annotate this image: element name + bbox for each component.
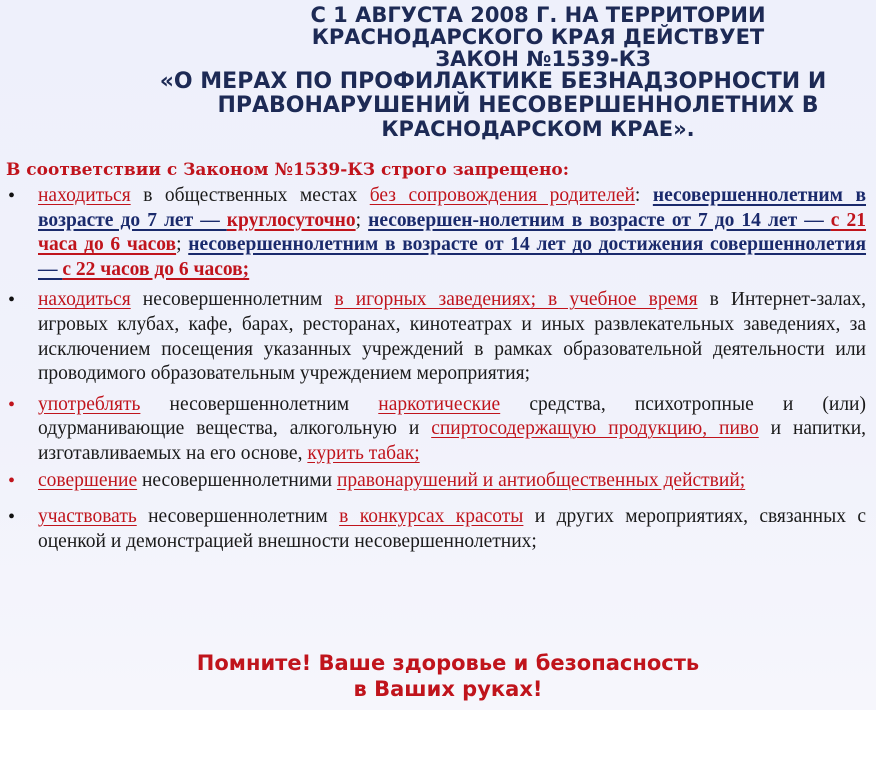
title-line-4: «О МЕРАХ ПО ПРОФИЛАКТИКЕ БЕЗНАДЗОРНОСТИ И [159,69,827,94]
title-line-2: КРАСНОДАРСКОГО КРАЯ ДЕЙСТВУЕТ [311,25,765,49]
list-item: • участвовать несовершеннолетним в конкурсах красоты и других мероприятиях, связанных с оценкой и демонстрацией внешности несовершеннолетних; [8,506,867,552]
list-item: • находиться несовершеннолетним в игорных заведениях; в учебное время в Интернет-залах, игровых клубах, кафе, барах, ресторанах, кинотеатрах и иных развлекательных заведениях, за исключением посещения указанных учреждений в рамках образовательной деятельности или проводимого образовательным учреждением мероприятия; [8,289,866,385]
title-line-6: КРАСНОДАРСКОМ КРАЕ». [381,117,695,141]
title-line-1: С 1 АВГУСТА 2008 Г. НА ТЕРРИТОРИИ [310,3,766,27]
list-item: • совершение несовершеннолетними правонарушений и антиобщественных действий; [8,469,746,492]
intro-text: В соответствии с Законом №1539-КЗ строго запрещено: [6,160,570,180]
bullet-icon: • [8,469,16,492]
title-line-3: ЗАКОН №1539-КЗ [435,47,651,71]
spacer [0,493,876,505]
law-title [0,4,876,140]
title-line-5: ПРАВОНАРУШЕНИЙ НЕСОВЕРШЕННОЛЕТНИХ В [217,93,819,118]
list-item: • употреблять несовершеннолетним наркотические средства, психотропные и (или) одурманивающие вещества, алкогольную и спиртосодержащую продукцию, пиво и напитки, изготавливаемых на его основе, курить табак; [8,393,867,464]
closing-message [0,650,876,702]
prohibition-list [0,184,876,554]
bullet-icon: • [8,506,16,529]
list-item: • находиться в общественных местах без сопровождения родителей: несовершеннолетним в возрасте до 7 лет — круглосуточно; несовершен-нолетним в возрасте от 7 до 14 лет — с 21 часа до 6 часов; несовершеннолетним в возрасте от 14 лет до достижения совершеннолетия — с 22 часов до 6 часов; [8,185,867,280]
bullet-icon: • [8,393,16,416]
closing-line-2: в Ваших руках! [353,677,543,701]
bullet-icon: • [8,289,16,312]
bullet-icon: • [8,185,16,207]
closing-line-1: Помните! Ваше здоровье и безопасность [196,651,700,675]
